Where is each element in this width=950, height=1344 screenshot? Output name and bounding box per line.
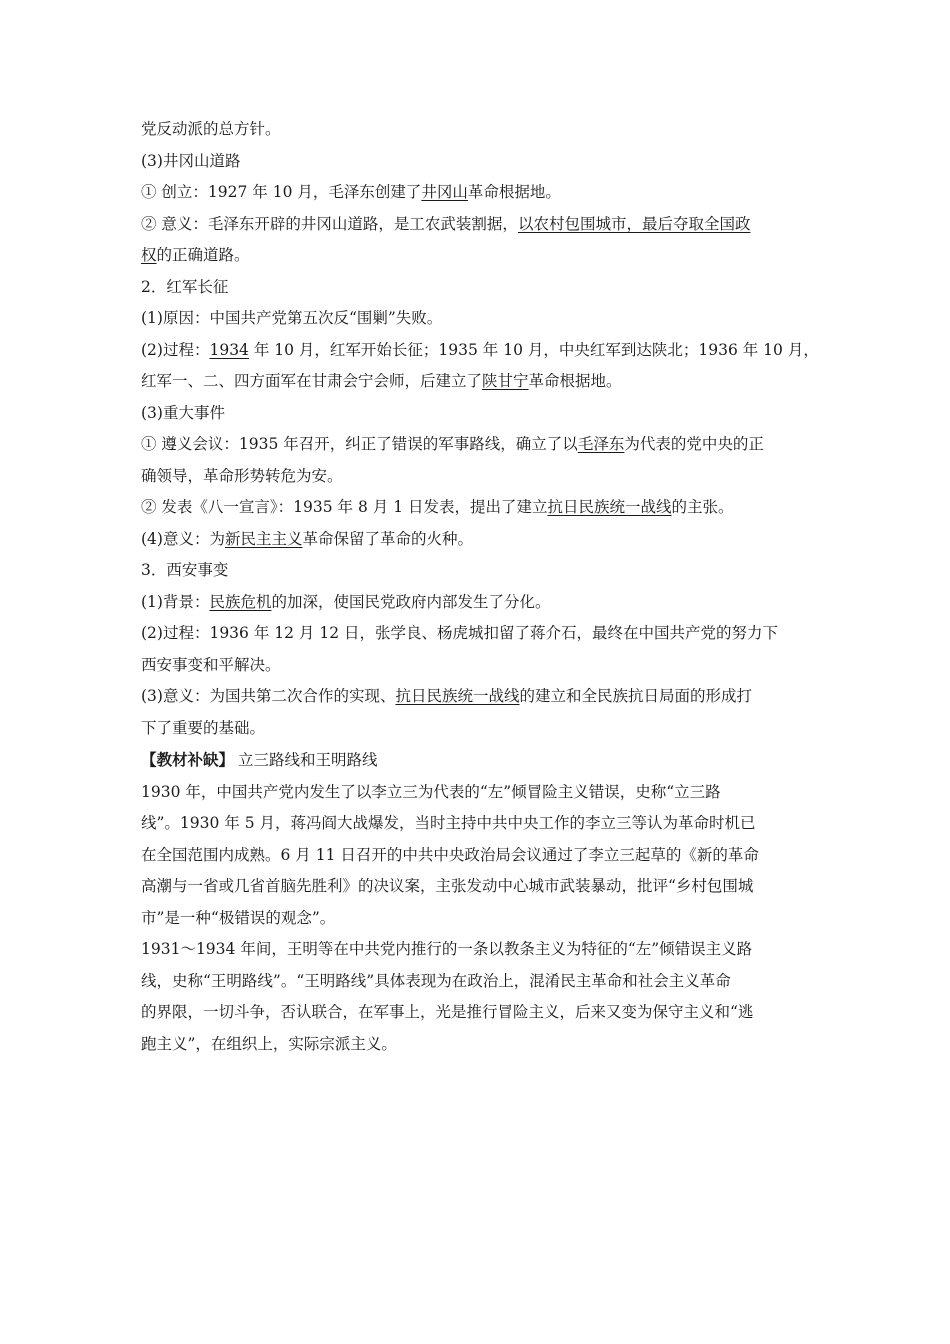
text-line (141, 461, 821, 493)
text-line (141, 524, 821, 556)
underlined-keyword: 以农村包围城市，最后夺取全国政 (517, 214, 751, 233)
text-line (141, 808, 821, 840)
text-span: 为代表的党中央的正 (624, 435, 764, 453)
text-span: 党反动派的总方针。 (141, 120, 281, 138)
text-span: (4)意义：为 (141, 529, 225, 548)
text-span: 市”是一种“极错误的观念”。 (141, 908, 336, 927)
text-line (141, 587, 821, 619)
text-span: 革命保留了革命的火种。 (302, 529, 473, 548)
text-span: 1931～1934 年间，王明等在中共党内推行的一条以教条主义为特征的“左”倾错误主义路 (141, 940, 753, 958)
text-span: 的正确道路。 (156, 246, 250, 264)
text-line (141, 114, 821, 146)
text-span: (1)原因：中国共产党第五次反“围剿”失败。 (141, 309, 443, 327)
document-body (141, 114, 821, 1060)
text-span: 线”。1930 年 5 月，蒋冯阎大战爆发，当时主持中共中央工作的李立三等认为革命时机已 (141, 814, 756, 832)
text-span: (2)过程：1936 年 12 月 12 日，张学良、杨虎城扣留了蒋介石，最终在中国共产党的努力下 (141, 624, 778, 642)
subsection-heading (141, 398, 821, 430)
text-span: 的界限，一切斗争，否认联合，在军事上，光是推行冒险主义，后来又变为保守主义和“逃 (141, 1003, 754, 1021)
text-line (141, 209, 821, 241)
text-span: 革命根据地。 (528, 372, 622, 390)
text-span: 革命根据地。 (467, 183, 561, 201)
section-heading (141, 272, 821, 304)
text-span: ① 创立：1927 年 10 月，毛泽东创建了 (141, 183, 422, 201)
text-span: 年 10 月，红军开始长征；1935 年 10 月，中央红军到达陕北；1936 年 10 月， (248, 340, 819, 359)
supplement-tag: 【教材补缺】 (141, 750, 235, 769)
section-heading (141, 555, 821, 587)
underlined-keyword: 井冈山 (421, 183, 468, 201)
text-line (141, 429, 821, 461)
text-line (141, 1029, 821, 1061)
text-span: ② 意义：毛泽东开辟的井冈山道路，是工农武装割据， (141, 214, 518, 233)
text-line (141, 240, 821, 272)
text-span: ① 遵义会议：1935 年召开，纠正了错误的军事路线，确立了以 (141, 435, 578, 453)
text-line (141, 934, 821, 966)
text-span: 高潮与一省或几省首脑先胜利》的决议案，主张发动中心城市武装暴动，批评“乡村包围城 (141, 877, 754, 895)
text-line (141, 177, 821, 209)
text-span: (3)意义：为国共第二次合作的实现、 (141, 687, 396, 705)
text-span: 红军一、二、四方面军在甘肃会宁会师，后建立了 (141, 372, 483, 390)
text-span: 1930 年，中国共产党内发生了以李立三为代表的“左”倾冒险主义错误，史称“立三路 (141, 782, 721, 801)
underlined-keyword: 陕甘宁 (482, 372, 529, 390)
text-line (141, 777, 821, 809)
subsection-heading (141, 146, 821, 178)
underlined-keyword: 抗日民族统一战线 (395, 687, 520, 705)
text-span: (1)背景： (141, 592, 210, 611)
text-line (141, 871, 821, 903)
text-line (141, 650, 821, 682)
text-line (141, 335, 821, 367)
text-span: (2)过程： (141, 340, 210, 359)
underlined-keyword: 民族危机 (209, 592, 272, 611)
text-span: 在全国范围内成熟。6 月 11 日召开的中共中央政治局会议通过了李立三起草的《新的革命 (141, 845, 759, 864)
supplement-title: 立三路线和王明路线 (238, 751, 378, 769)
text-span: 的建立和全民族抗日局面的形成打 (519, 687, 752, 705)
underlined-keyword: 权 (141, 246, 157, 264)
text-span: 西安事变和平解决。 (141, 655, 281, 674)
underlined-keyword: 新民主主义 (224, 529, 303, 548)
text-span: 2．红军长征 (141, 277, 229, 296)
text-span: 线，史称“王明路线”。“王明路线”具体表现为在政治上，混淆民主革命和社会主义革命 (141, 971, 731, 990)
text-span: 跑主义”，在组织上，实际宗派主义。 (141, 1034, 397, 1053)
text-line (141, 681, 821, 713)
text-line (141, 903, 821, 935)
text-span: 确领导，革命形势转危为安。 (141, 466, 343, 485)
text-span: ② 发表《八一宣言》：1935 年 8 月 1 日发表，提出了建立 (141, 498, 548, 516)
underlined-keyword: 1934 (209, 340, 249, 359)
text-line (141, 966, 821, 998)
text-span: 的加深，使国民党政府内部发生了分化。 (271, 592, 551, 611)
text-line (141, 303, 821, 335)
text-line (141, 997, 821, 1029)
text-line (141, 618, 821, 650)
text-span: (3)井冈山道路 (141, 151, 241, 170)
text-line (141, 840, 821, 872)
supplement-heading (141, 744, 821, 777)
text-line (141, 713, 821, 745)
text-line (141, 492, 821, 524)
underlined-keyword: 毛泽东 (577, 435, 625, 453)
text-span: (3)重大事件 (141, 403, 225, 422)
text-span: 的主张。 (671, 498, 734, 516)
underlined-keyword: 抗日民族统一战线 (547, 498, 672, 516)
text-line (141, 366, 821, 398)
text-span: 下了重要的基础。 (141, 718, 266, 737)
text-span: 3．西安事变 (141, 561, 229, 579)
